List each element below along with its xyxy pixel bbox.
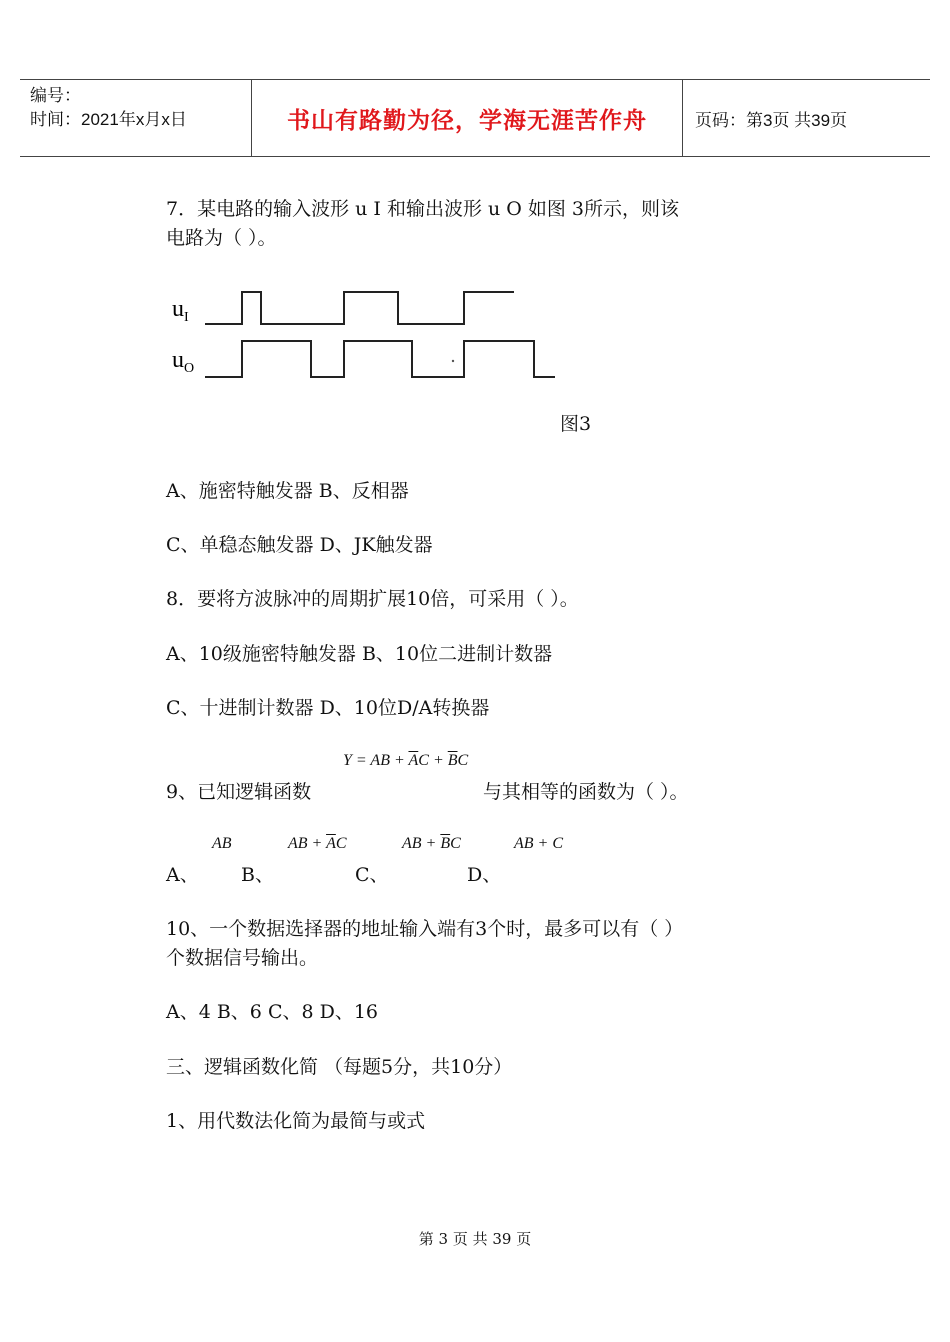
section3-title: 三、逻辑函数化简 （每题5分，共10分） — [166, 1056, 513, 1078]
time-label: 时间：2021年x月x日 — [30, 110, 187, 129]
stray-dot — [452, 360, 454, 362]
q9-given-formula: Y = AB + $\overline{A}C + \overline{B}C$ — [343, 752, 469, 769]
q7-stem-line1: 7．某电路的输入波形 u I 和输出波形 u O 如图 3所示，则该 — [166, 198, 680, 220]
q9-option-b-label: B、 — [241, 864, 274, 886]
input-label: $u_I$ — [172, 296, 189, 325]
header-left-cell — [20, 80, 251, 156]
page-info: 页码：第3页 共39页 — [695, 110, 848, 130]
q7-stem-line2: 电路为（ ）。 — [166, 227, 277, 249]
output-label: $u_O$ — [172, 347, 195, 376]
q9-stem-left: 9、已知逻辑函数 — [166, 781, 312, 803]
q9-option-d-formula: AB + C — [514, 835, 564, 852]
number-label: 编号： — [30, 86, 81, 105]
q8-stem: 8．要将方波脉冲的周期扩展10倍，可采用（ ）。 — [166, 588, 579, 610]
motto: 书山有路勤为径，学海无涯苦作舟 — [287, 107, 647, 134]
q10-stem-line1: 10、一个数据选择器的地址输入端有3个时，最多可以有（ ） — [166, 918, 684, 940]
q9-option-c-formula: AB + $\overline{B}C$ — [402, 835, 461, 852]
q7-options-line1: A、施密特触发器 B、反相器 — [166, 480, 409, 502]
input-waveform — [205, 292, 514, 324]
waveform-figure — [160, 280, 580, 390]
page-footer: 第 3 页 共 39 页 — [418, 1230, 532, 1248]
section3-q1: 1、用代数法化简为最简与或式 — [166, 1110, 426, 1132]
output-waveform — [205, 341, 555, 377]
q10-options: A、4 B、6 C、8 D、16 — [166, 1001, 379, 1023]
q7-options-line2: C、单稳态触发器 D、JK触发器 — [166, 534, 433, 556]
q8-options-line2: C、十进制计数器 D、10位D/A转换器 — [166, 697, 490, 719]
q9-option-c-label: C、 — [355, 864, 389, 886]
q9-option-a-label: A、 — [166, 864, 199, 886]
header-table — [20, 79, 930, 157]
q8-options-line1: A、10级施密特触发器 B、10位二进制计数器 — [166, 643, 553, 665]
q10-stem-line2: 个数据信号输出。 — [166, 947, 319, 969]
q9-option-a-formula: AB — [212, 835, 232, 852]
q9-stem-right: 与其相等的函数为（ ）。 — [483, 781, 689, 803]
q9-option-d-label: D、 — [467, 864, 502, 886]
figure-caption: 图3 — [560, 413, 592, 435]
q9-option-b-formula: AB + $\overline{A}C$ — [288, 835, 347, 852]
